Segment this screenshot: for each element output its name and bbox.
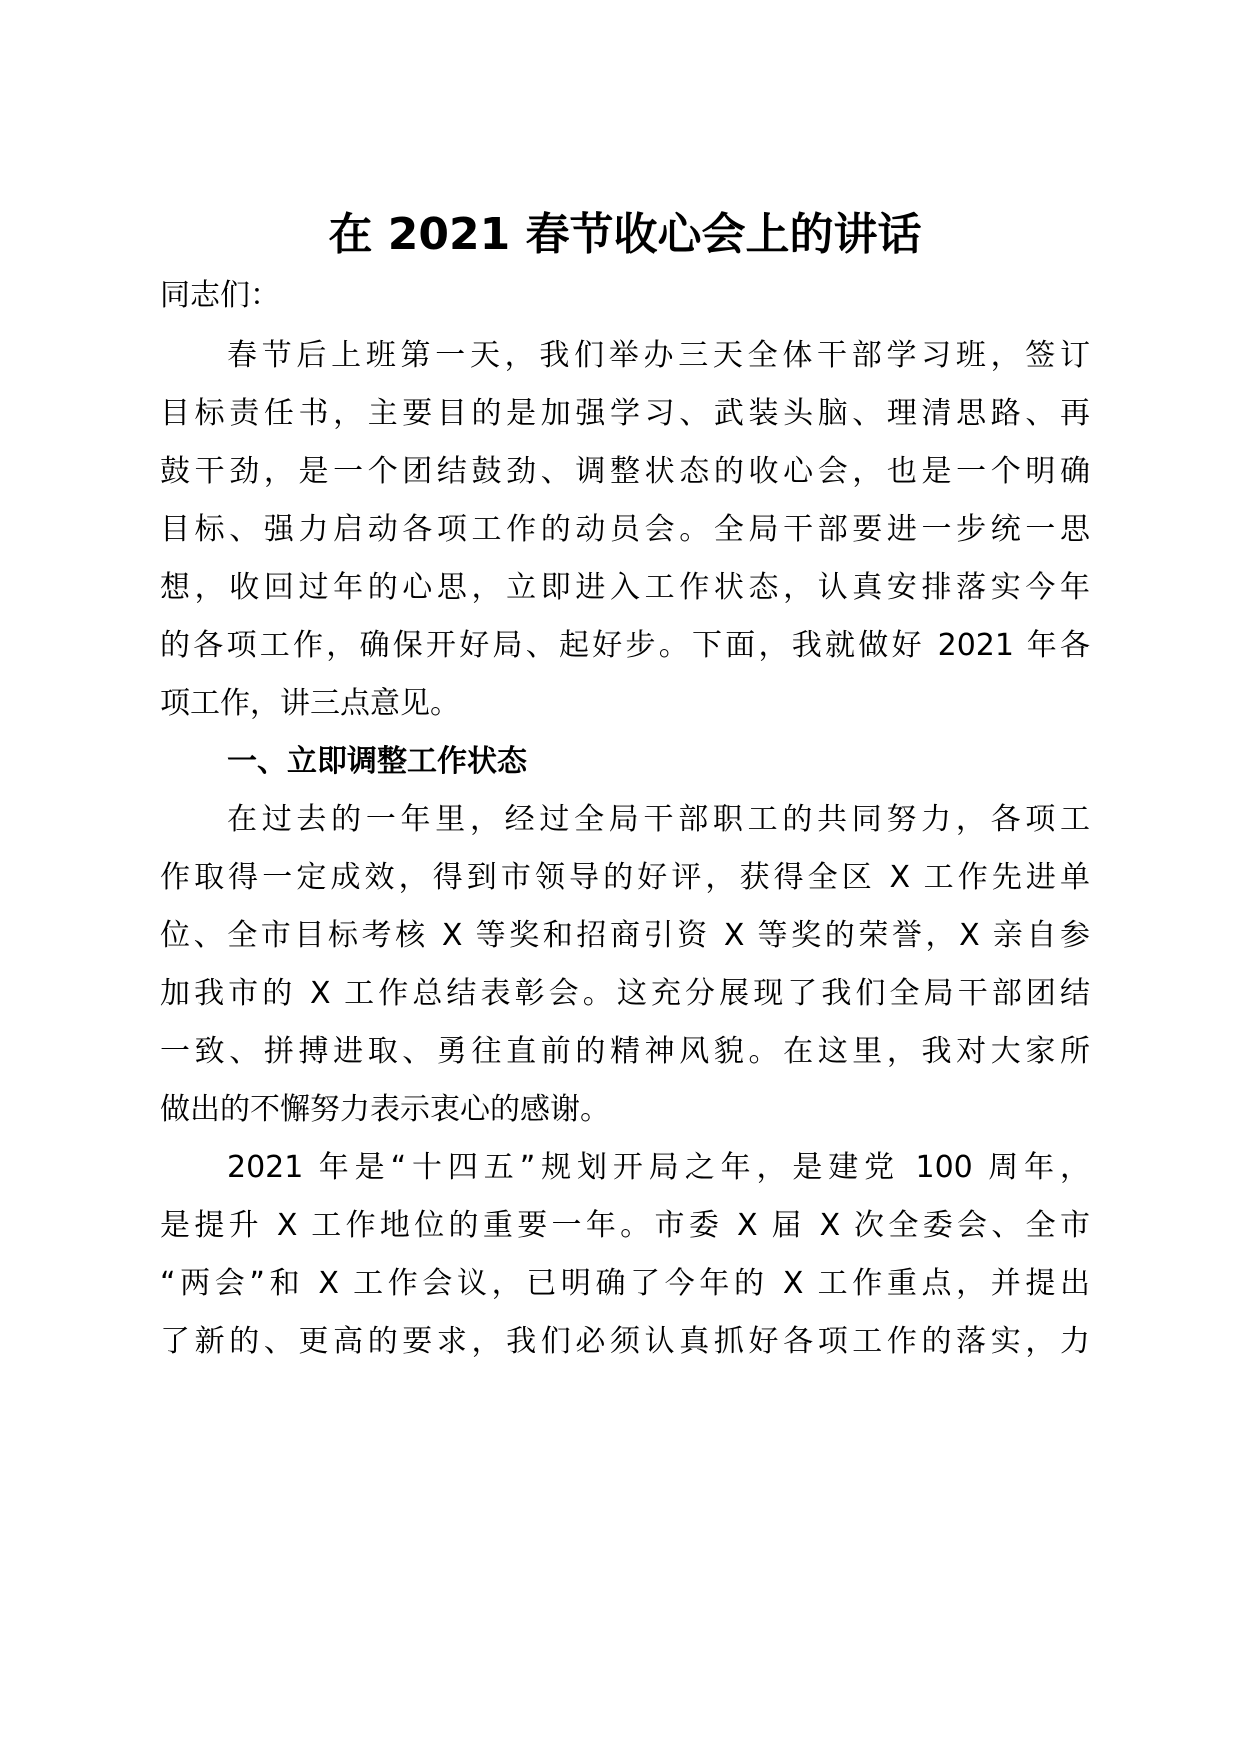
paragraph-1-line-3: 鼓干劲，是一个团结鼓劲、调整状态的收心会，也是一个明确 (160, 454, 1090, 489)
paragraph-3-line-1: 2021 年是“十四五”规划开局之年，是建党 100 周年， (227, 1150, 1090, 1185)
document-page (160, 0, 1090, 1754)
paragraph-2-line-6: 做出的不懈努力表示衷心的感谢。 (160, 1092, 610, 1127)
paragraph-1-line-4: 目标、强力启动各项工作的动员会。全局干部要进一步统一思 (160, 512, 1090, 547)
paragraph-1-line-7: 项工作，讲三点意见。 (160, 686, 460, 721)
section-heading-1: 一、立即调整工作状态 (227, 744, 527, 779)
paragraph-3-line-4: 了新的、更高的要求，我们必须认真抓好各项工作的落实，力 (160, 1324, 1090, 1359)
salutation: 同志们： (160, 278, 280, 313)
paragraph-2-line-3: 位、全市目标考核 X 等奖和招商引资 X 等奖的荣誉，X 亲自参 (160, 918, 1090, 953)
paragraph-2-line-5: 一致、拼搏进取、勇往直前的精神风貌。在这里，我对大家所 (160, 1034, 1090, 1069)
paragraph-2-line-4: 加我市的 X 工作总结表彰会。这充分展现了我们全局干部团结 (160, 976, 1090, 1011)
paragraph-1-line-1: 春节后上班第一天，我们举办三天全体干部学习班，签订 (227, 338, 1090, 373)
paragraph-2-line-1: 在过去的一年里，经过全局干部职工的共同努力，各项工 (227, 802, 1090, 837)
paragraph-3-line-2: 是提升 X 工作地位的重要一年。市委 X 届 X 次全委会、全市 (160, 1208, 1090, 1243)
document-title: 在 2021 春节收心会上的讲话 (328, 209, 922, 260)
paragraph-3-line-3: “两会”和 X 工作会议，已明确了今年的 X 工作重点，并提出 (160, 1266, 1090, 1301)
paragraph-1-line-5: 想，收回过年的心思，立即进入工作状态，认真安排落实今年 (160, 570, 1090, 605)
paragraph-2-line-2: 作取得一定成效，得到市领导的好评，获得全区 X 工作先进单 (160, 860, 1090, 895)
paragraph-1-line-2: 目标责任书，主要目的是加强学习、武装头脑、理清思路、再 (160, 396, 1090, 431)
paragraph-1-line-6: 的各项工作，确保开好局、起好步。下面，我就做好 2021 年各 (160, 628, 1090, 663)
